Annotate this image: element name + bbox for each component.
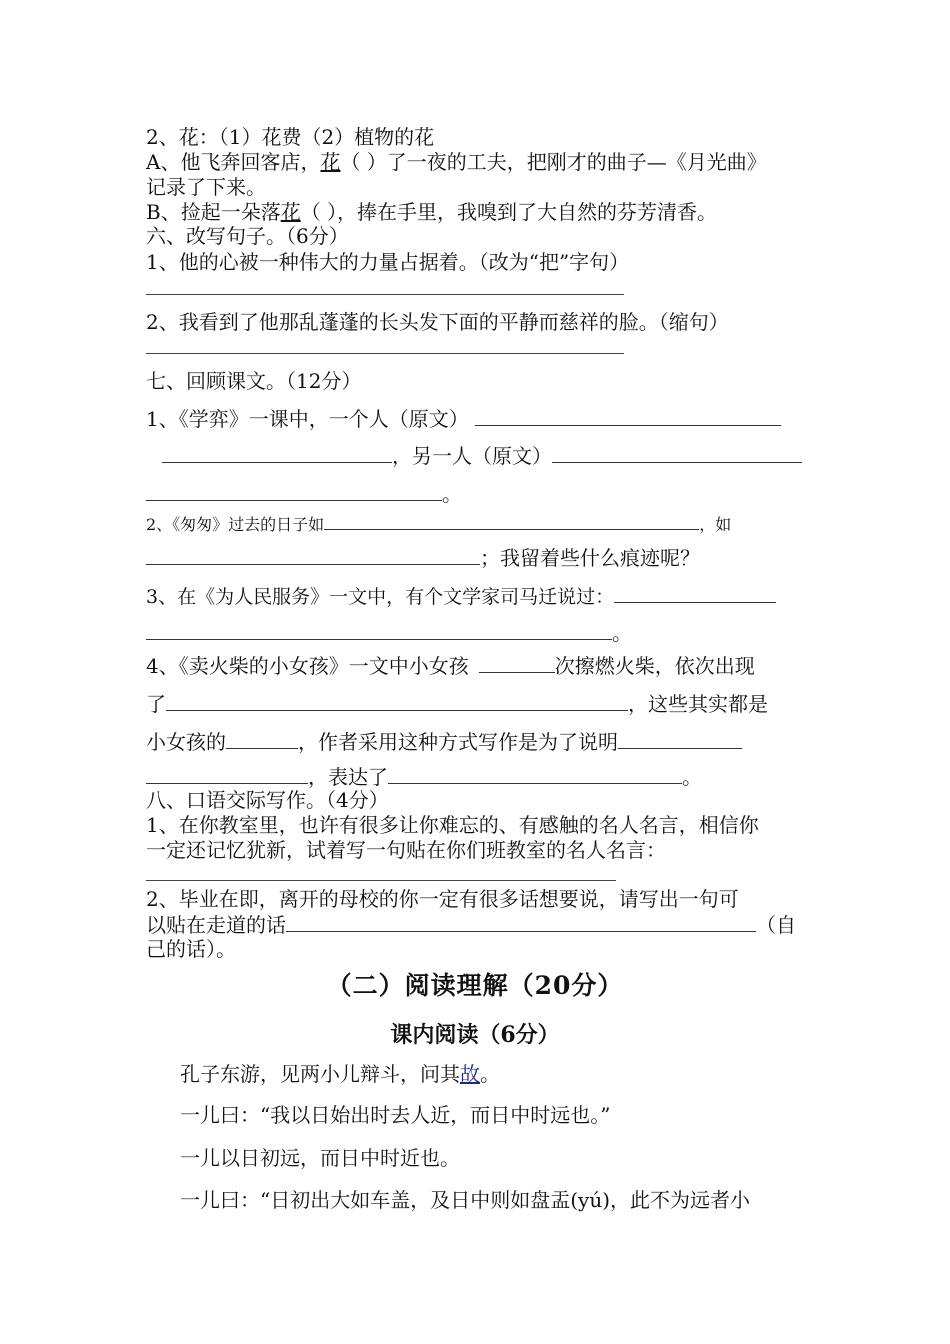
p1-text: 孔子东游，见两小儿辩斗，问其: [180, 1062, 460, 1086]
p1-end: 。: [480, 1062, 500, 1086]
p1-link-word[interactable]: 故: [460, 1062, 480, 1086]
q2-text-b: ，如: [699, 515, 732, 534]
blank-7-4f[interactable]: [388, 763, 682, 784]
section-8-q1-line1: 1、在你教室里，也许有很多让你难忘的、有感触的名人名言，相信你: [146, 813, 759, 837]
q2-text: 以贴在走道的话: [146, 913, 286, 937]
blank-7-1a[interactable]: [475, 405, 781, 426]
section-6-q1: 1、他的心被一种伟大的力量占据着。（改为“把”字句）: [146, 250, 630, 274]
blank-7-2a[interactable]: [324, 513, 699, 530]
section-7-q2-line2: [146, 544, 700, 571]
section-7-title: 七、回顾课文。（12分）: [146, 369, 362, 393]
blank-7-4b[interactable]: [166, 690, 628, 711]
q5-2-option-b: [146, 199, 717, 225]
section-7-q1-line1: [146, 405, 781, 432]
section-6-title: 六、改写句子。（6分）: [146, 224, 349, 248]
q1-end: 。: [442, 482, 462, 506]
section-8-title: 八、口语交际写作。（4分）: [146, 788, 389, 812]
q4-text-e: 小女孩的: [146, 730, 226, 754]
reading-paragraph-3: 一儿以日初远，而日中时近也。: [180, 1146, 460, 1170]
option-b-word: 花: [280, 200, 301, 224]
blank-7-1c[interactable]: [552, 442, 802, 463]
q5-2-option-a: [146, 149, 767, 175]
reading-paragraph-4: 一儿曰：“日初出大如车盖，及日中则如盘盂(yú)，此不为远者小: [180, 1188, 751, 1212]
q4-end: 。: [682, 765, 702, 789]
section-7-q3-line2: [146, 619, 632, 646]
blank-7-2b[interactable]: [146, 544, 480, 565]
section-8-q2-line3: 己的话）。: [146, 937, 236, 961]
blank-8-2[interactable]: [286, 911, 756, 932]
q1-text: 1、《学弈》一课中，一个人（原文）: [146, 407, 469, 431]
section-7-q2-line1: [146, 512, 731, 538]
q4-text-f: ，作者采用这种方式写作是为了说明: [298, 730, 618, 754]
option-a-text-rest: （ ）了一夜的工夫，把刚才的曲子—《月光曲》: [340, 150, 767, 174]
q5-2-option-a-cont: 记录了下来。: [146, 175, 266, 199]
reading-subtitle: 课内阅读（6分）: [390, 1022, 560, 1048]
option-b-text: B、捡起一朵落: [146, 200, 281, 224]
section-8-q1-line2: 一定还记忆犹新，试着写一句贴在你们班教室的名人名言：: [146, 838, 666, 862]
q4-text-c: 了: [146, 692, 166, 716]
section-7-q3-line1: [146, 582, 776, 610]
q2-text-b: （自: [756, 913, 796, 937]
q1-text-b: ，另一人（原文）: [392, 444, 552, 468]
answer-line-6-2[interactable]: [146, 353, 624, 354]
answer-line-6-1[interactable]: [146, 294, 624, 295]
section-7-q4-line4: [146, 763, 702, 790]
section-6-q2: 2、我看到了他那乱蓬蓬的长头发下面的平静而慈祥的脸。（缩句）: [146, 310, 729, 334]
blank-7-4d[interactable]: [618, 728, 742, 749]
section-7-q4-line3: [146, 728, 742, 755]
q4-text-g: ，表达了: [308, 765, 388, 789]
reading-paragraph-2: 一儿曰：“我以日始出时去人近，而日中时远也。”: [180, 1103, 611, 1127]
q4-text: 4、《卖火柴的小女孩》一文中小女孩: [146, 654, 469, 678]
section-8-q2-line1: 2、毕业在即，离开的母校的你一定有很多话想要说，请写出一句可: [146, 887, 739, 911]
q2-text-c: ；我留着些什么痕迹呢？: [480, 546, 700, 570]
q4-text-d: ，这些其实都是: [628, 692, 768, 716]
answer-line-8-1[interactable]: [146, 880, 616, 881]
q5-2-title: 2、花：（1）花费（2）植物的花: [146, 125, 435, 149]
section-7-q1-line3: [146, 480, 462, 507]
reading-paragraph-1: [180, 1061, 500, 1087]
blank-7-1d[interactable]: [146, 480, 442, 501]
blank-7-3b[interactable]: [146, 619, 612, 640]
blank-7-4a[interactable]: [479, 652, 555, 673]
blank-7-3a[interactable]: [614, 582, 776, 603]
q2-text: 2、《匆匆》过去的日子如: [146, 515, 325, 534]
q3-end: 。: [612, 621, 632, 645]
option-a-text: A、他飞奔回客店，: [146, 150, 321, 174]
reading-title: （二）阅读理解（20分）: [326, 971, 624, 1000]
blank-7-4c[interactable]: [226, 728, 298, 749]
q4-text-b: 次擦燃火柴，依次出现: [554, 654, 755, 678]
section-7-q4-line1: [146, 652, 755, 679]
blank-7-1b[interactable]: [162, 442, 392, 463]
section-7-q1-line2: [162, 442, 802, 469]
blank-7-4e[interactable]: [146, 763, 308, 784]
section-7-q4-line2: [146, 690, 768, 717]
option-b-text-rest: （ ），捧在手里，我嗅到了大自然的芬芳清香。: [300, 200, 718, 224]
q3-text: 3、在《为人民服务》一文中，有个文学家司马迁说过：: [146, 586, 615, 608]
section-8-q2-line2: [146, 911, 796, 938]
option-a-word: 花: [320, 150, 341, 174]
